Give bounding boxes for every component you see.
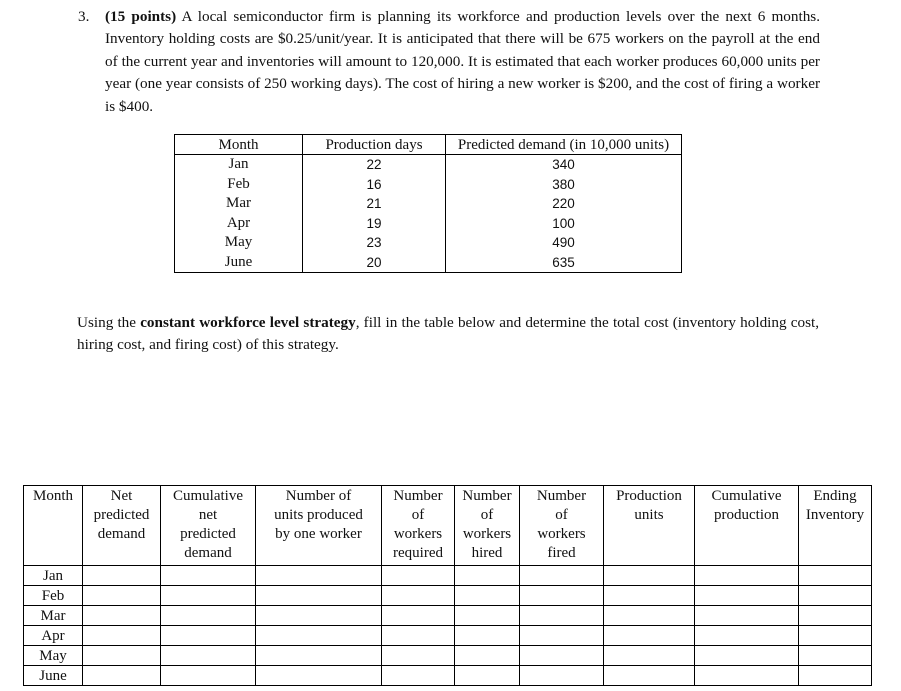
demand-cell-predicted-demand: 220 xyxy=(446,194,682,214)
demand-table-row xyxy=(175,194,682,214)
answer-cell-month: May xyxy=(24,646,83,666)
demand-cell-month: May xyxy=(175,233,303,253)
demand-cell-month: June xyxy=(175,253,303,273)
answer-cell-cumulative-net-predicted-demand[interactable] xyxy=(161,666,256,686)
instruction-before: Using the xyxy=(77,314,141,331)
answer-cell-workers-fired[interactable] xyxy=(520,646,604,666)
answer-cell-production-units[interactable] xyxy=(604,586,695,606)
instruction-after: , fill in the table below and determine the total cost (inventory holding cost, hiring cost, and firing cost) of this strategy. xyxy=(77,314,820,354)
problem-number: 3. xyxy=(78,8,90,25)
answer-cell-units-per-worker[interactable] xyxy=(256,566,382,586)
answer-cell-month: June xyxy=(24,666,83,686)
answer-cell-cumulative-net-predicted-demand[interactable] xyxy=(161,566,256,586)
answer-header-line: workers xyxy=(462,526,512,542)
answer-header-line: of xyxy=(480,507,494,523)
answer-header-line: predicted xyxy=(180,526,236,542)
answer-table-row xyxy=(24,646,872,666)
demand-cell-predicted-demand: 635 xyxy=(446,253,682,273)
answer-cell-ending-inventory[interactable] xyxy=(799,666,872,686)
answer-header-line: predicted xyxy=(93,507,150,523)
answer-header-month xyxy=(24,486,83,566)
answer-header-line: Inventory xyxy=(805,507,865,523)
answer-table-row xyxy=(24,666,872,686)
answer-header-units-per-worker xyxy=(256,486,382,566)
demand-table-row xyxy=(175,253,682,273)
demand-cell-predicted-demand: 100 xyxy=(446,214,682,234)
answer-cell-ending-inventory[interactable] xyxy=(799,586,872,606)
answer-header-workers-fired xyxy=(520,486,604,566)
answer-cell-month: Mar xyxy=(24,606,83,626)
answer-cell-ending-inventory[interactable] xyxy=(799,646,872,666)
answer-cell-workers-required[interactable] xyxy=(382,566,455,586)
demand-table-body xyxy=(175,155,682,273)
answer-header-line: Number xyxy=(536,488,587,504)
answer-header-line: fired xyxy=(547,545,576,561)
answer-cell-ending-inventory[interactable] xyxy=(799,606,872,626)
answer-header-line: of xyxy=(555,507,568,523)
answer-cell-workers-hired[interactable] xyxy=(455,586,520,606)
answer-table-header-row xyxy=(24,486,872,566)
answer-cell-production-units[interactable] xyxy=(604,566,695,586)
demand-header-month: Month xyxy=(175,135,303,155)
demand-table xyxy=(174,134,682,273)
answer-header-line: Net xyxy=(110,488,133,504)
answer-cell-net-predicted-demand[interactable] xyxy=(83,646,161,666)
answer-cell-workers-required[interactable] xyxy=(382,606,455,626)
answer-cell-production-units[interactable] xyxy=(604,666,695,686)
answer-cell-workers-fired[interactable] xyxy=(520,566,604,586)
demand-header-production-days: Production days xyxy=(303,135,446,155)
instruction-text xyxy=(77,312,819,357)
answer-header-line: demand xyxy=(184,545,232,561)
answer-cell-workers-hired[interactable] xyxy=(455,566,520,586)
answer-cell-net-predicted-demand[interactable] xyxy=(83,666,161,686)
answer-cell-cumulative-production[interactable] xyxy=(695,666,799,686)
answer-header-line: hired xyxy=(471,545,503,561)
answer-table-body xyxy=(24,566,872,686)
answer-cell-cumulative-production[interactable] xyxy=(695,566,799,586)
answer-header-line: workers xyxy=(537,526,586,542)
answer-header-line: units produced xyxy=(274,507,363,523)
answer-cell-net-predicted-demand[interactable] xyxy=(83,606,161,626)
answer-header-line: workers xyxy=(393,526,443,542)
answer-cell-workers-hired[interactable] xyxy=(455,606,520,626)
answer-cell-cumulative-production[interactable] xyxy=(695,606,799,626)
answer-header-workers-required xyxy=(382,486,455,566)
answer-cell-cumulative-net-predicted-demand[interactable] xyxy=(161,606,256,626)
answer-header-line: units xyxy=(634,507,664,523)
demand-cell-month: Apr xyxy=(175,214,303,234)
answer-table-row xyxy=(24,626,872,646)
answer-cell-workers-hired[interactable] xyxy=(455,666,520,686)
answer-header-line: Production xyxy=(616,488,682,504)
demand-cell-month: Mar xyxy=(175,194,303,214)
demand-cell-month: Feb xyxy=(175,175,303,195)
answer-cell-month: Feb xyxy=(24,586,83,606)
answer-table-row xyxy=(24,566,872,586)
demand-cell-predicted-demand: 380 xyxy=(446,175,682,195)
answer-header-line: by one worker xyxy=(275,526,362,542)
problem-text: A local semiconductor firm is planning its workforce and production levels over the next 6 months. Inventory holding costs are $0.25/unit/year. It is anticipated that there will be 675 workers on the payroll at the end of the current year and inventories will amount to 120,000. It is estimated that each worker produces 60,000 units per year (one year consists of 250 working days). The cost of hiring a new worker is $200, and the cost of firing a worker is $400. xyxy=(105,8,820,115)
problem-text-block xyxy=(105,6,820,118)
answer-table-row xyxy=(24,606,872,626)
demand-header-predicted-demand: Predicted demand (in 10,000 units) xyxy=(446,135,682,155)
answer-cell-cumulative-production[interactable] xyxy=(695,626,799,646)
answer-cell-cumulative-net-predicted-demand[interactable] xyxy=(161,626,256,646)
answer-header-line: of xyxy=(411,507,425,523)
problem-statement xyxy=(78,6,820,118)
problem-points: (15 points) xyxy=(105,8,177,25)
answer-cell-production-units[interactable] xyxy=(604,626,695,646)
answer-header-line: Cumulative xyxy=(173,488,243,504)
answer-cell-cumulative-net-predicted-demand[interactable] xyxy=(161,586,256,606)
demand-cell-predicted-demand: 340 xyxy=(446,155,682,175)
answer-header-workers-hired xyxy=(455,486,520,566)
demand-table-row xyxy=(175,214,682,234)
demand-cell-production-days: 16 xyxy=(303,175,446,195)
answer-cell-ending-inventory[interactable] xyxy=(799,626,872,646)
answer-header-line: net xyxy=(198,507,218,523)
answer-cell-month: Apr xyxy=(24,626,83,646)
answer-header-line: production xyxy=(714,507,779,523)
demand-cell-production-days: 23 xyxy=(303,233,446,253)
answer-header-line: Ending xyxy=(813,488,857,504)
answer-header-production-units xyxy=(604,486,695,566)
answer-cell-workers-fired[interactable] xyxy=(520,606,604,626)
answer-header-line: demand xyxy=(97,526,146,542)
demand-cell-predicted-demand: 490 xyxy=(446,233,682,253)
answer-cell-units-per-worker[interactable] xyxy=(256,646,382,666)
demand-cell-production-days: 22 xyxy=(303,155,446,175)
answer-cell-workers-fired[interactable] xyxy=(520,626,604,646)
demand-table-row xyxy=(175,175,682,195)
answer-cell-workers-required[interactable] xyxy=(382,666,455,686)
answer-cell-workers-fired[interactable] xyxy=(520,666,604,686)
demand-cell-production-days: 21 xyxy=(303,194,446,214)
answer-header-line: Month xyxy=(32,488,73,504)
answer-cell-workers-required[interactable] xyxy=(382,626,455,646)
instruction-strategy: constant workforce level strategy xyxy=(140,314,356,331)
demand-table-header-row xyxy=(175,135,682,155)
answer-header-line: Number xyxy=(393,488,443,504)
answer-header-line: Cumulative xyxy=(711,488,782,504)
answer-cell-units-per-worker[interactable] xyxy=(256,666,382,686)
answer-cell-workers-hired[interactable] xyxy=(455,646,520,666)
answer-header-line: Number of xyxy=(285,488,352,504)
answer-cell-production-units[interactable] xyxy=(604,606,695,626)
demand-cell-production-days: 19 xyxy=(303,214,446,234)
answer-cell-cumulative-production[interactable] xyxy=(695,586,799,606)
answer-header-net-predicted-demand xyxy=(83,486,161,566)
answer-cell-workers-hired[interactable] xyxy=(455,626,520,646)
answer-cell-units-per-worker[interactable] xyxy=(256,626,382,646)
answer-cell-net-predicted-demand[interactable] xyxy=(83,566,161,586)
demand-table-row xyxy=(175,155,682,175)
answer-cell-production-units[interactable] xyxy=(604,646,695,666)
answer-cell-workers-required[interactable] xyxy=(382,646,455,666)
answer-cell-units-per-worker[interactable] xyxy=(256,586,382,606)
answer-header-line: required xyxy=(393,545,443,561)
answer-cell-net-predicted-demand[interactable] xyxy=(83,586,161,606)
answer-header-cumulative-production xyxy=(695,486,799,566)
answer-cell-cumulative-net-predicted-demand[interactable] xyxy=(161,646,256,666)
answer-cell-workers-required[interactable] xyxy=(382,586,455,606)
answer-cell-workers-fired[interactable] xyxy=(520,586,604,606)
demand-table-row xyxy=(175,233,682,253)
answer-cell-net-predicted-demand[interactable] xyxy=(83,626,161,646)
answer-header-ending-inventory xyxy=(799,486,872,566)
answer-cell-units-per-worker[interactable] xyxy=(256,606,382,626)
answer-cell-month: Jan xyxy=(24,566,83,586)
answer-header-line: Number xyxy=(462,488,512,504)
answer-cell-ending-inventory[interactable] xyxy=(799,566,872,586)
demand-cell-production-days: 20 xyxy=(303,253,446,273)
answer-cell-cumulative-production[interactable] xyxy=(695,646,799,666)
demand-cell-month: Jan xyxy=(175,155,303,175)
answer-header-cumulative-net-predicted-demand xyxy=(161,486,256,566)
answer-table xyxy=(23,485,872,686)
answer-table-row xyxy=(24,586,872,606)
